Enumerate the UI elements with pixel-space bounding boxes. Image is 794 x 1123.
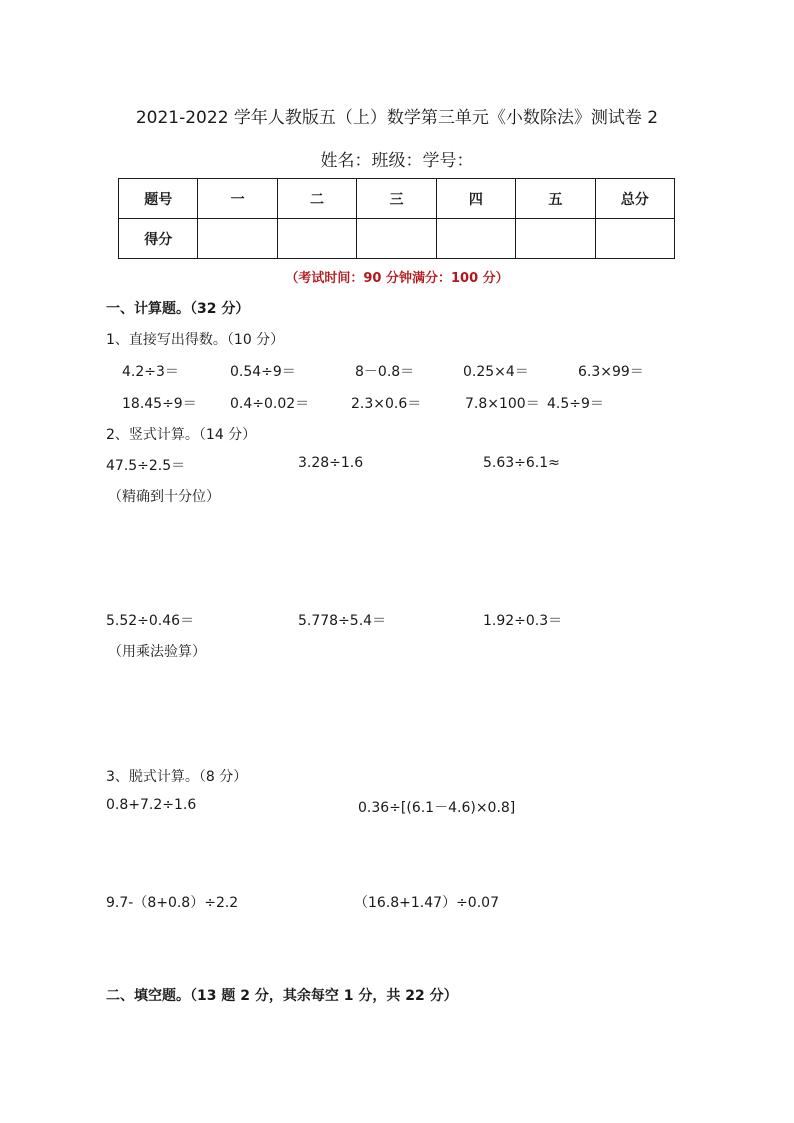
score-header-cell: 五 bbox=[516, 179, 595, 219]
exam-time-note: （考试时间：90 分钟满分：100 分） bbox=[285, 271, 509, 286]
score-blank-cell[interactable] bbox=[436, 219, 515, 259]
score-table bbox=[118, 178, 675, 259]
score-blank-cell[interactable] bbox=[516, 219, 595, 259]
math-item: （16.8+1.47）÷0.07 bbox=[354, 895, 499, 911]
math-item: 0.54÷9＝ bbox=[230, 364, 296, 380]
score-blank-cell[interactable] bbox=[357, 219, 436, 259]
question-1-label: 1、直接写出得数。（10 分） bbox=[106, 332, 285, 348]
math-item: 4.2÷3＝ bbox=[122, 364, 179, 380]
score-blank-cell[interactable] bbox=[277, 219, 356, 259]
math-item: 7.8×100＝ bbox=[465, 396, 540, 412]
score-blank-cell[interactable] bbox=[595, 219, 674, 259]
math-item: 9.7-（8+0.8）÷2.2 bbox=[106, 895, 239, 911]
section-2-heading: 二、填空题。（13 题 2 分，其余每空 1 分，共 22 分） bbox=[106, 988, 458, 1004]
section-1-heading: 一、计算题。（32 分） bbox=[106, 301, 250, 317]
math-item: 5.63÷6.1≈ bbox=[483, 455, 560, 471]
math-item: 2.3×0.6＝ bbox=[351, 396, 422, 412]
math-item: 8－0.8＝ bbox=[355, 364, 415, 380]
score-header-cell: 三 bbox=[357, 179, 436, 219]
math-item: 3.28÷1.6 bbox=[298, 455, 364, 471]
math-item: 4.5÷9＝ bbox=[547, 396, 604, 412]
instruction-note: （用乘法验算） bbox=[108, 644, 206, 660]
score-header-cell: 一 bbox=[198, 179, 277, 219]
question-2-label: 2、竖式计算。（14 分） bbox=[106, 427, 257, 443]
math-item: 0.25×4＝ bbox=[463, 364, 529, 380]
score-header-cell: 题号 bbox=[119, 179, 198, 219]
math-item: 0.36÷[(6.1－4.6)×0.8] bbox=[358, 800, 516, 816]
page-title: 2021-2022 学年人教版五（上）数学第三单元《小数除法》测试卷 2 bbox=[135, 108, 659, 128]
student-info-line: 姓名：班级：学号： bbox=[320, 151, 474, 171]
math-item: 0.8+7.2÷1.6 bbox=[106, 797, 197, 813]
score-table-score-row bbox=[119, 219, 675, 259]
math-item: 6.3×99＝ bbox=[578, 364, 644, 380]
score-table-header-row bbox=[119, 179, 675, 219]
score-blank-cell[interactable] bbox=[198, 219, 277, 259]
score-row-label: 得分 bbox=[119, 219, 198, 259]
math-item: 47.5÷2.5＝ bbox=[106, 458, 186, 474]
question-3-label: 3、脱式计算。（8 分） bbox=[106, 769, 248, 785]
score-header-cell: 总分 bbox=[595, 179, 674, 219]
math-item: 5.52÷0.46＝ bbox=[106, 613, 195, 629]
score-header-cell: 四 bbox=[436, 179, 515, 219]
instruction-note: （精确到十分位） bbox=[108, 489, 220, 505]
score-header-cell: 二 bbox=[277, 179, 356, 219]
math-item: 5.778÷5.4＝ bbox=[298, 613, 387, 629]
math-item: 0.4÷0.02＝ bbox=[230, 396, 310, 412]
math-item: 18.45÷9＝ bbox=[122, 396, 197, 412]
math-item: 1.92÷0.3＝ bbox=[483, 613, 563, 629]
